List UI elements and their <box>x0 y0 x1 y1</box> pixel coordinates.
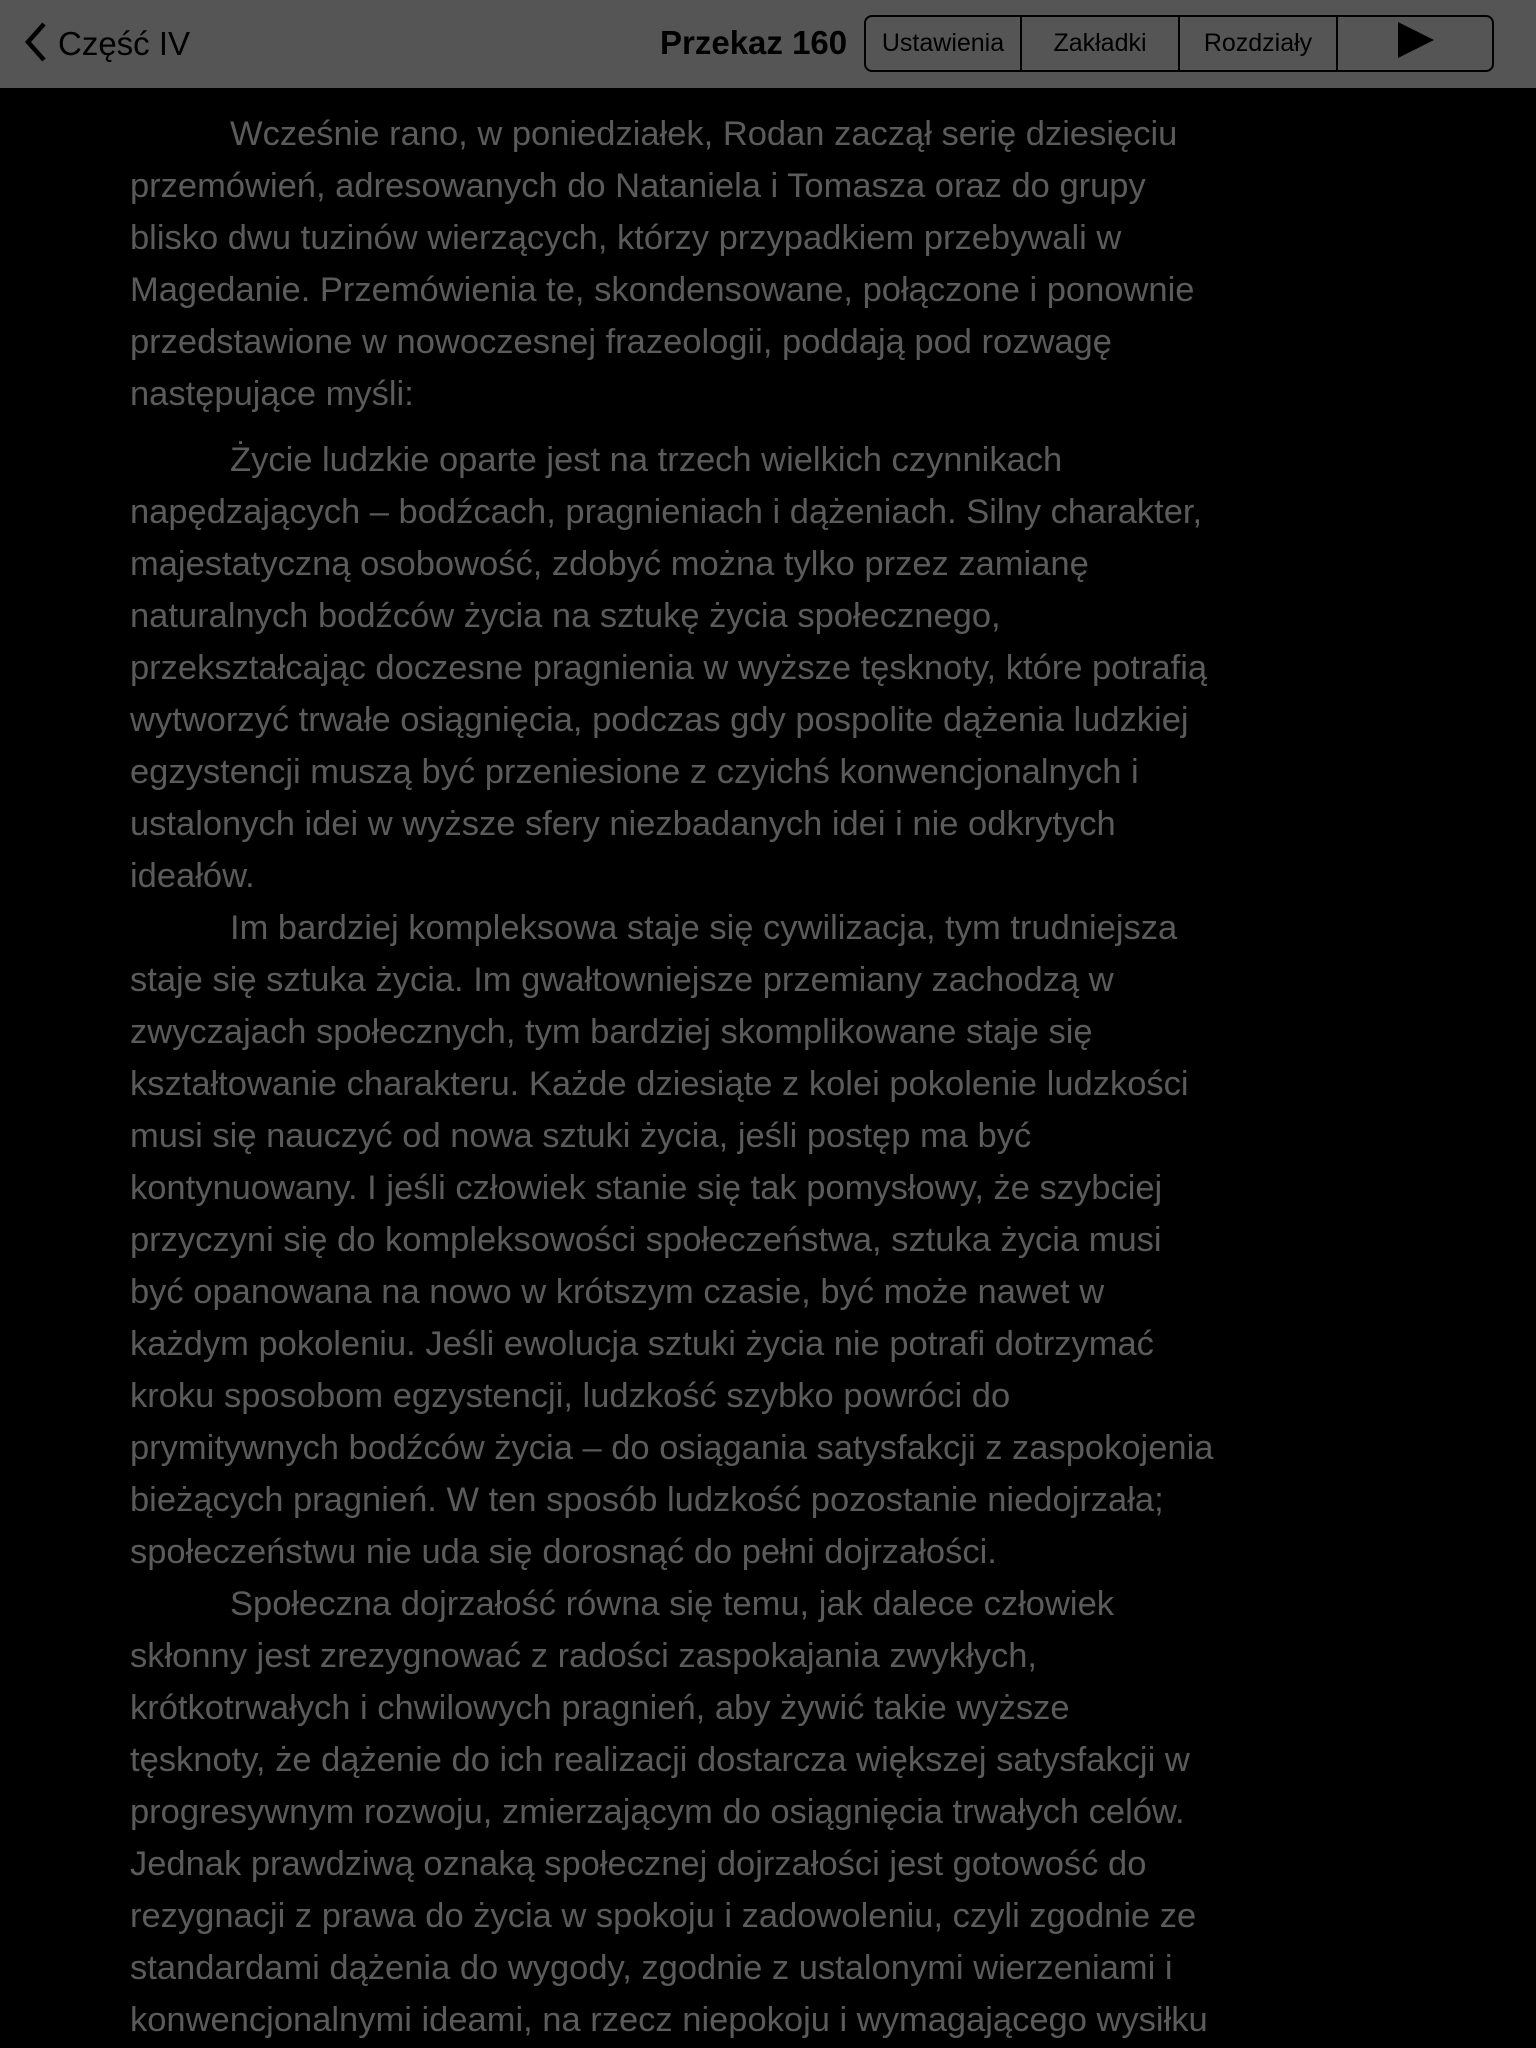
text-line: ustalonych idei w wyższe sfery niezbadanych idei i nie odkrytych <box>130 805 1116 843</box>
text-line: egzystencji muszą być przeniesione z czyichś konwencjonalnych i <box>130 753 1139 791</box>
text-line: Jednak prawdziwą oznaką społecznej dojrzałości jest gotowość do <box>130 1845 1147 1883</box>
text-line: Wcześnie rano, w poniedziałek, Rodan zaczął serię dziesięciu <box>230 115 1178 153</box>
text-line: ideałów. <box>130 857 255 895</box>
paragraph <box>130 902 1430 1578</box>
text-line: przemówień, adresowanych do Nataniela i Tomasza oraz do grupy <box>130 167 1146 205</box>
paragraph <box>130 434 1430 902</box>
text-line: skłonny jest zrezygnować z radości zaspokajania zwykłych, <box>130 1637 1037 1675</box>
text-line: progresywnym rozwoju, zmierzającym do osiągnięcia trwałych celów. <box>130 1793 1185 1831</box>
text-line: zwyczajach społecznych, tym bardziej skomplikowane staje się <box>130 1013 1093 1051</box>
text-line: naturalnych bodźców życia na sztukę życia społecznego, <box>130 597 1001 635</box>
text-line: Życie ludzkie oparte jest na trzech wielkich czynnikach <box>230 441 1063 479</box>
chevron-left-icon <box>22 20 48 69</box>
text-line: Magedanie. Przemówienia te, skondensowane, połączone i ponownie <box>130 271 1195 309</box>
play-icon <box>1396 22 1434 65</box>
text-line: staje się sztuka życia. Im gwałtowniejsze przemiany zachodzą w <box>130 961 1114 999</box>
settings-button[interactable]: Ustawienia <box>866 17 1022 70</box>
text-line: rezygnacji z prawa do życia w spokoju i zadowoleniu, czyli zgodnie ze <box>130 1897 1197 1935</box>
text-line: krótkotrwałych i chwilowych pragnień, aby żywić takie wyższe <box>130 1689 1070 1727</box>
text-line: wytworzyć trwałe osiągnięcia, podczas gdy pospolite dążenia ludzkiej <box>130 701 1189 739</box>
text-line: kształtowanie charakteru. Każde dziesiąte z kolei pokolenie ludzkości <box>130 1065 1189 1103</box>
text-line: społeczeństwu nie uda się dorosnąć do pełni dojrzałości. <box>130 1533 997 1571</box>
reading-content[interactable] <box>130 108 1430 2046</box>
segmented-control <box>864 15 1494 72</box>
text-line: blisko dwu tuzinów wierzących, którzy przypadkiem przebywali w <box>130 219 1122 257</box>
text-line: przyczyni się do kompleksowości społeczeństwa, sztuka życia musi <box>130 1221 1162 1259</box>
paragraph <box>130 108 1430 420</box>
text-line: prymitywnych bodźców życia – do osiągania satysfakcji z zaspokojenia <box>130 1429 1214 1467</box>
text-line: konwencjonalnymi ideami, na rzecz niepokoju i wymagającego wysiłku <box>130 2001 1208 2039</box>
text-line: bieżących pragnień. W ten sposób ludzkość pozostanie niedojrzała; <box>130 1481 1164 1519</box>
back-label: Część IV <box>58 25 191 62</box>
text-line: majestatyczną osobowość, zdobyć można tylko przez zamianę <box>130 545 1089 583</box>
back-button[interactable] <box>22 20 190 68</box>
chapters-button[interactable]: Rozdziały <box>1180 17 1338 70</box>
text-line: przedstawione w nowoczesnej frazeologii, poddają pod rozwagę <box>130 323 1112 361</box>
text-line: Im bardziej kompleksowa staje się cywilizacja, tym trudniejsza <box>230 909 1178 947</box>
text-line: standardami dążenia do wygody, zgodnie z ustalonymi wierzeniami i <box>130 1949 1173 1987</box>
page-title: Przekaz 160 <box>660 24 848 61</box>
text-line: być opanowana na nowo w krótszym czasie, być może nawet w <box>130 1273 1105 1311</box>
text-line: kroku sposobom egzystencji, ludzkość szybko powróci do <box>130 1377 1011 1415</box>
text-line: tęsknoty, że dążenie do ich realizacji dostarcza większej satysfakcji w <box>130 1741 1190 1779</box>
text-line: przekształcając doczesne pragnienia w wyższe tęsknoty, które potrafią <box>130 649 1208 687</box>
text-line: napędzających – bodźcach, pragnieniach i dążeniach. Silny charakter, <box>130 493 1203 531</box>
paragraph <box>130 1578 1430 2046</box>
bookmarks-button[interactable]: Zakładki <box>1022 17 1180 70</box>
text-line: Społeczna dojrzałość równa się temu, jak dalece człowiek <box>230 1585 1115 1623</box>
play-button[interactable] <box>1338 17 1492 70</box>
text-line: każdym pokoleniu. Jeśli ewolucja sztuki życia nie potrafi dotrzymać <box>130 1325 1154 1363</box>
text-line: następujące myśli: <box>130 375 414 413</box>
text-line: kontynuowany. I jeśli człowiek stanie się tak pomysłowy, że szybciej <box>130 1169 1163 1207</box>
navigation-bar <box>0 0 1536 88</box>
text-line: musi się nauczyć od nowa sztuki życia, jeśli postęp ma być <box>130 1117 1032 1155</box>
